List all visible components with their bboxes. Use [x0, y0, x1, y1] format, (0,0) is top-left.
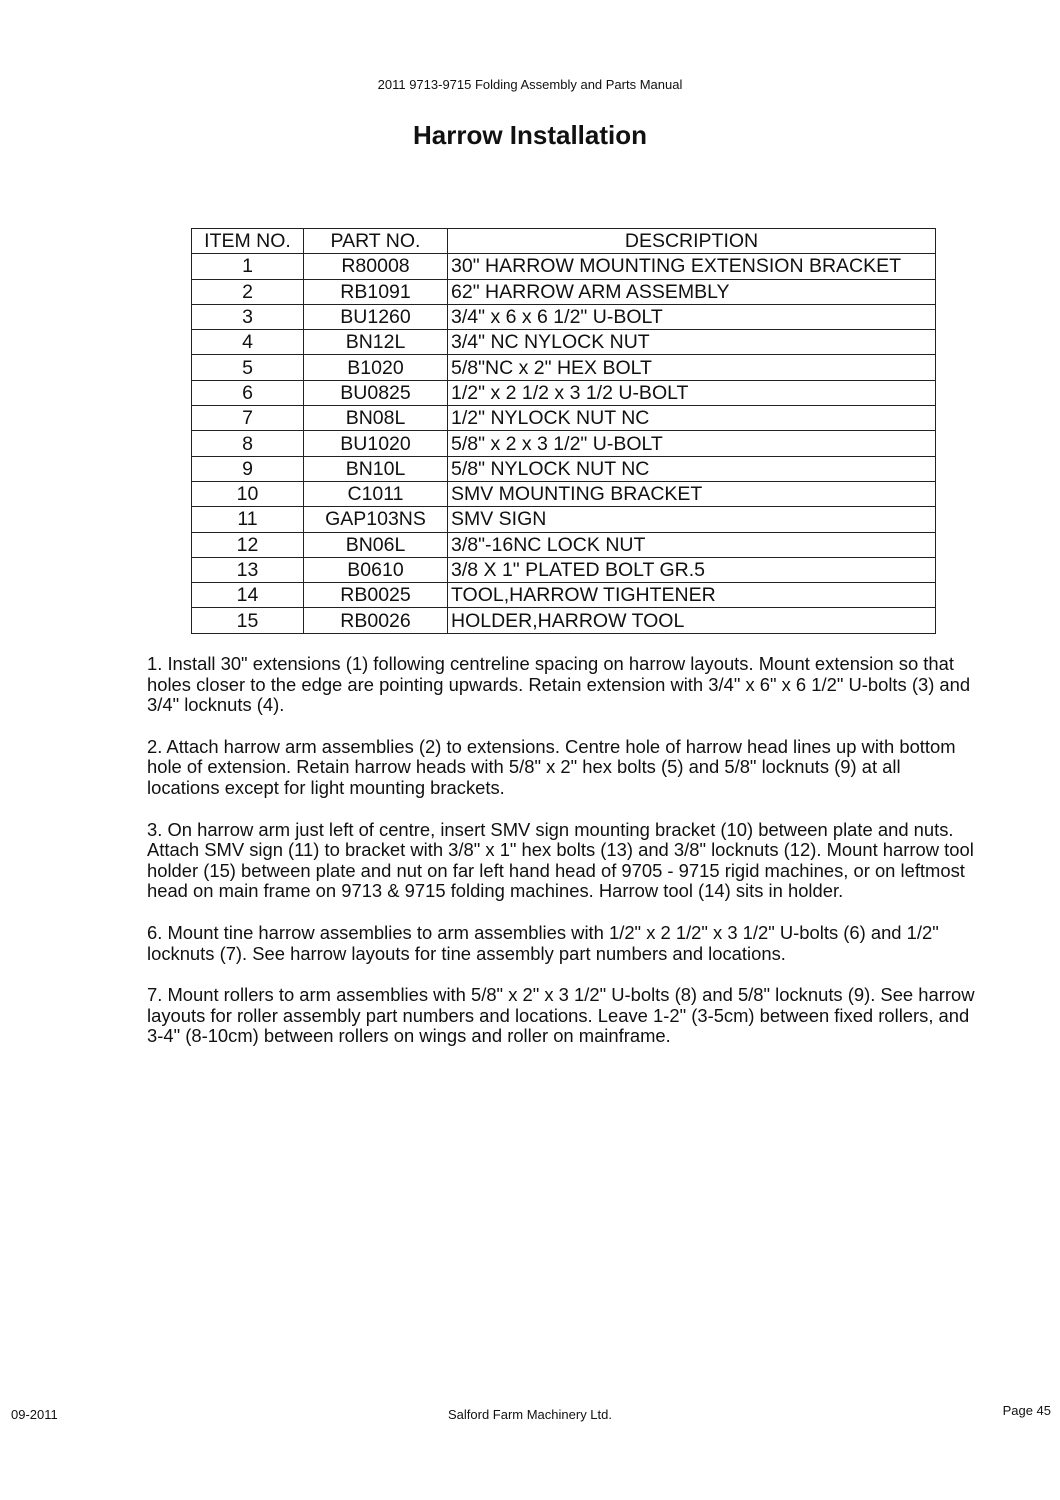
item-no-cell: 7 [192, 406, 304, 431]
part-no-cell: GAP103NS [304, 507, 448, 532]
part-no-cell: BU0825 [304, 380, 448, 405]
item-no-cell: 1 [192, 254, 304, 279]
description-cell: 62" HARROW ARM ASSEMBLY [448, 279, 936, 304]
table-row [192, 532, 936, 557]
instruction-step-2: 2. Attach harrow arm assemblies (2) to extensions. Centre hole of harrow head lines up with bottom hole of extension. Retain harrow heads with 5/8" x 2" hex bolts (5) and 5/8" locknuts (9) at all locations except for light mounting brackets. [147, 735, 956, 798]
part-no-cell: C1011 [304, 481, 448, 506]
item-no-cell: 9 [192, 456, 304, 481]
table-row [192, 557, 936, 582]
table-row [192, 380, 936, 405]
footer-date: 09-2011 [11, 1407, 58, 1422]
manual-title: 2011 9713-9715 Folding Assembly and Parts Manual [377, 77, 683, 92]
description-cell: 3/4" NC NYLOCK NUT [448, 330, 936, 355]
instruction-step-7: 7. Mount rollers to arm assemblies with 5/8" x 2" x 3 1/2" U-bolts (8) and 5/8" locknuts (9). See harrow layouts for roller assembly part numbers and locations. Leave 1-2" (3-5cm) between fixed rollers, and 3-4" (8-10cm) between rollers on wings and roller on mainframe. [147, 984, 975, 1047]
part-no-cell: BN10L [304, 456, 448, 481]
part-no-cell: B0610 [304, 557, 448, 582]
instruction-step-1: 1. Install 30" extensions (1) following centreline spacing on harrow layouts. Mount extension so that holes closer to the edge are pointing upwards. Retain extension with 3/4" x 6" x 6 1/2" U-bolts (3) and 3/4" locknuts (4). [147, 653, 971, 716]
item-no-cell: 2 [192, 279, 304, 304]
item-no-cell: 15 [192, 608, 304, 633]
table-row [192, 279, 936, 304]
part-no-cell: BN08L [304, 406, 448, 431]
table-row [192, 355, 936, 380]
part-no-cell: BU1020 [304, 431, 448, 456]
item-no-cell: 5 [192, 355, 304, 380]
part-no-cell: RB0025 [304, 583, 448, 608]
footer-company: Salford Farm Machinery Ltd. [447, 1407, 612, 1422]
table-row [192, 507, 936, 532]
part-no-cell: RB1091 [304, 279, 448, 304]
page-number: Page 45 [1002, 1403, 1051, 1418]
description-cell: 5/8" NYLOCK NUT NC [448, 456, 936, 481]
description-cell: SMV MOUNTING BRACKET [448, 481, 936, 506]
item-no-cell: 8 [192, 431, 304, 456]
table-row [192, 456, 936, 481]
table-row [192, 330, 936, 355]
description-cell: HOLDER,HARROW TOOL [448, 608, 936, 633]
table-row [192, 608, 936, 633]
table-row [192, 583, 936, 608]
description-cell: 3/4" x 6 x 6 1/2" U-BOLT [448, 304, 936, 329]
item-no-cell: 3 [192, 304, 304, 329]
part-no-cell: BN12L [304, 330, 448, 355]
table-header-row [192, 229, 936, 254]
column-header-description: DESCRIPTION [448, 229, 936, 254]
description-cell: 1/2" x 2 1/2 x 3 1/2 U-BOLT [448, 380, 936, 405]
item-no-cell: 13 [192, 557, 304, 582]
parts-table [191, 228, 936, 634]
part-no-cell: RB0026 [304, 608, 448, 633]
description-cell: SMV SIGN [448, 507, 936, 532]
column-header-part-no: PART NO. [304, 229, 448, 254]
column-header-item-no: ITEM NO. [192, 229, 304, 254]
item-no-cell: 10 [192, 481, 304, 506]
description-cell: TOOL,HARROW TIGHTENER [448, 583, 936, 608]
item-no-cell: 14 [192, 583, 304, 608]
description-cell: 5/8"NC x 2" HEX BOLT [448, 355, 936, 380]
description-cell: 30" HARROW MOUNTING EXTENSION BRACKET [448, 254, 936, 279]
part-no-cell: B1020 [304, 355, 448, 380]
part-no-cell: BU1260 [304, 304, 448, 329]
part-no-cell: R80008 [304, 254, 448, 279]
part-no-cell: BN06L [304, 532, 448, 557]
description-cell: 5/8" x 2 x 3 1/2" U-BOLT [448, 431, 936, 456]
item-no-cell: 6 [192, 380, 304, 405]
item-no-cell: 11 [192, 507, 304, 532]
description-cell: 1/2" NYLOCK NUT NC [448, 406, 936, 431]
instruction-step-6: 6. Mount tine harrow assemblies to arm assemblies with 1/2" x 2 1/2" x 3 1/2" U-bolts (6) and 1/2" locknuts (7). See harrow layouts for tine assembly part numbers and locations. [147, 921, 939, 964]
table-row [192, 254, 936, 279]
table-row [192, 481, 936, 506]
instruction-step-3: 3. On harrow arm just left of centre, insert SMV sign mounting bracket (10) between plate and nuts. Attach SMV sign (11) to bracket with 3/8" x 1" hex bolts (13) and 3/8" locknuts (12). Mount harrow tool holder (15) between plate and nut on far left hand head of 9705 - 9715 rigid machines, or on leftmost head on main frame on 9713 & 9715 folding machines. Harrow tool (14) sits in holder. [147, 818, 974, 902]
installation-instructions [147, 654, 977, 1068]
description-cell: 3/8"-16NC LOCK NUT [448, 532, 936, 557]
table-row [192, 406, 936, 431]
table-row [192, 431, 936, 456]
page-title: Harrow Installation [412, 120, 648, 150]
description-cell: 3/8 X 1" PLATED BOLT GR.5 [448, 557, 936, 582]
item-no-cell: 4 [192, 330, 304, 355]
table-row [192, 304, 936, 329]
item-no-cell: 12 [192, 532, 304, 557]
